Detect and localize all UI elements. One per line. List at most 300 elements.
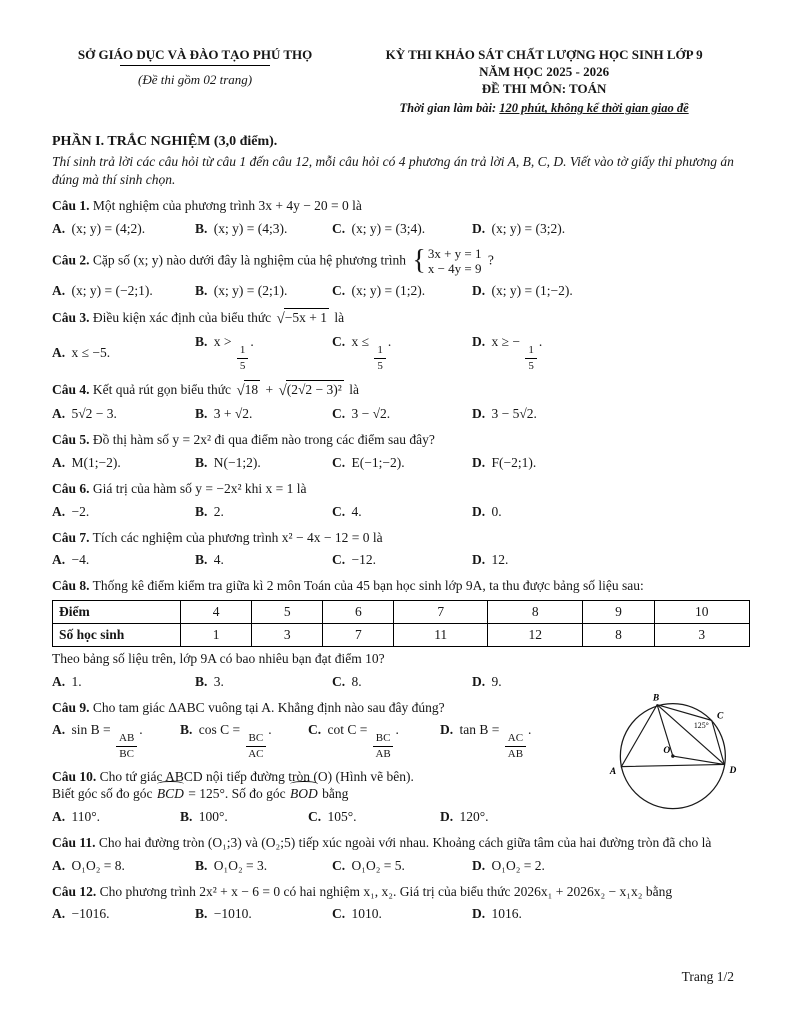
option-letter: D. bbox=[472, 857, 486, 873]
option-text: 1. bbox=[71, 673, 82, 689]
option-letter: D. bbox=[472, 220, 486, 236]
option-text: (x; y) = (−2;1). bbox=[71, 282, 153, 298]
question-10-line1 bbox=[52, 768, 590, 786]
option-text: . bbox=[387, 334, 392, 350]
question-5-text: Đồ thị hàm số y = 2x² đi qua điểm nào trong các điểm sau đây? bbox=[92, 432, 435, 448]
fraction-numerator: 1 bbox=[237, 344, 249, 358]
table-header-so-hoc-sinh: Số học sinh bbox=[53, 623, 181, 646]
answer-option bbox=[195, 333, 332, 371]
question-4-text: Kết quả rút gọn biểu thức bbox=[92, 381, 232, 397]
question-4-tail: là bbox=[349, 381, 359, 397]
option-letter: C. bbox=[308, 809, 322, 825]
question-6-options bbox=[52, 503, 750, 521]
table-cell: 10 bbox=[654, 600, 749, 623]
answer-option bbox=[332, 454, 472, 472]
fraction-numerator: 1 bbox=[525, 344, 537, 358]
option-text: 1016. bbox=[491, 906, 522, 922]
question-9-label: Câu 9. bbox=[52, 699, 90, 715]
option-text: 3 + √2. bbox=[213, 406, 253, 422]
table-cell: 4 bbox=[181, 600, 252, 623]
system-lines bbox=[428, 246, 482, 277]
option-letter: A. bbox=[52, 673, 66, 689]
radical-expression bbox=[277, 310, 329, 325]
fraction-denominator: AB bbox=[375, 747, 391, 760]
page-number: Trang 1/2 bbox=[681, 969, 734, 985]
fraction-numerator: 1 bbox=[374, 344, 386, 358]
option-text: x > bbox=[213, 334, 235, 350]
radical-expression bbox=[236, 382, 260, 397]
option-text: . bbox=[139, 722, 143, 738]
question-2-label: Câu 2. bbox=[52, 252, 90, 268]
figure-label-D: D bbox=[729, 765, 737, 776]
option-text: O₁O₂ = 8. bbox=[71, 857, 125, 873]
question-11-line bbox=[52, 834, 750, 852]
option-text: 12. bbox=[491, 552, 509, 568]
option-text: (x; y) = (1;2). bbox=[351, 282, 426, 298]
question-4-line bbox=[52, 380, 750, 401]
header-left bbox=[52, 46, 338, 117]
option-letter: B. bbox=[195, 334, 208, 350]
question-8-options bbox=[52, 673, 750, 691]
plus-sign: + bbox=[265, 381, 274, 397]
school-year: NĂM HỌC 2025 - 2026 bbox=[479, 64, 610, 80]
option-letter: D. bbox=[472, 503, 486, 519]
question-6-label: Câu 6. bbox=[52, 480, 90, 496]
question-2-line bbox=[52, 246, 750, 277]
option-text: E(−1;−2). bbox=[351, 455, 405, 471]
question-4-label: Câu 4. bbox=[52, 381, 90, 397]
question-3-text: Điều kiện xác định của biểu thức bbox=[92, 309, 272, 325]
option-letter: C. bbox=[332, 906, 346, 922]
header-underline bbox=[120, 65, 270, 66]
table-cell: 3 bbox=[654, 623, 749, 646]
system-line-1: 3x + y = 1 bbox=[427, 245, 482, 261]
option-letter: A. bbox=[52, 552, 66, 568]
fraction bbox=[525, 344, 537, 371]
fraction-denominator: AB bbox=[507, 747, 524, 760]
question-9-options bbox=[52, 721, 590, 759]
option-letter: B. bbox=[180, 809, 193, 825]
question-10 bbox=[52, 768, 590, 826]
option-letter: A. bbox=[52, 406, 66, 422]
answer-option bbox=[472, 503, 750, 521]
option-text: −1010. bbox=[213, 906, 252, 922]
option-letter: D. bbox=[472, 455, 486, 471]
table-cell: 8 bbox=[583, 623, 654, 646]
question-12-options bbox=[52, 905, 750, 923]
option-text: 4. bbox=[213, 552, 224, 568]
option-letter: B. bbox=[195, 406, 208, 422]
radical-expression bbox=[279, 382, 344, 397]
answer-option bbox=[332, 673, 472, 691]
option-text: . bbox=[528, 722, 532, 738]
header bbox=[52, 46, 750, 117]
question-8-followup: Theo bảng số liệu trên, lớp 9A có bao nhiêu bạn đạt điểm 10? bbox=[52, 650, 385, 666]
option-letter: B. bbox=[195, 673, 208, 689]
fraction bbox=[505, 732, 526, 759]
option-letter: B. bbox=[195, 503, 208, 519]
option-letter: C. bbox=[332, 334, 346, 350]
question-10-options bbox=[52, 808, 590, 826]
duration-prefix: Thời gian làm bài: bbox=[399, 101, 500, 116]
answer-option bbox=[52, 220, 195, 238]
inscribed-quadrilateral-figure bbox=[602, 691, 750, 817]
answer-option bbox=[195, 405, 332, 423]
question-3-tail: là bbox=[334, 309, 345, 325]
option-letter: D. bbox=[472, 906, 486, 922]
answer-option bbox=[52, 405, 195, 423]
angle-arc-BOD: BOD bbox=[290, 786, 318, 802]
table-cell: 11 bbox=[394, 623, 488, 646]
option-text: . bbox=[538, 334, 543, 350]
option-text: 120°. bbox=[459, 809, 489, 825]
option-letter: C. bbox=[332, 282, 346, 298]
fraction-denominator: 5 bbox=[377, 359, 383, 372]
option-text: −1016. bbox=[71, 906, 110, 922]
option-letter: D. bbox=[472, 334, 486, 350]
question-6 bbox=[52, 480, 750, 521]
answer-option bbox=[440, 721, 590, 759]
option-text: x ≥ − bbox=[491, 334, 524, 350]
header-right bbox=[338, 46, 750, 117]
question-1 bbox=[52, 197, 750, 238]
question-5-line bbox=[52, 431, 750, 449]
option-letter: B. bbox=[195, 220, 208, 236]
answer-option bbox=[195, 905, 332, 923]
question-1-line bbox=[52, 197, 750, 215]
fraction-numerator: AC bbox=[505, 732, 526, 746]
answer-option bbox=[332, 905, 472, 923]
option-text: x ≤ −5. bbox=[71, 344, 111, 360]
option-text: tan B = bbox=[459, 722, 503, 738]
question-10-text: Cho tứ giác ABCD nội tiếp đường tròn (O) (Hình vẽ bên). bbox=[99, 768, 414, 784]
system-line-2: x − 4y = 9 bbox=[427, 261, 482, 277]
radical-content: −5x + 1 bbox=[284, 309, 327, 325]
answer-option bbox=[52, 905, 195, 923]
option-letter: A. bbox=[52, 722, 66, 738]
option-letter: C. bbox=[332, 503, 346, 519]
question-4 bbox=[52, 380, 750, 424]
answer-option bbox=[195, 282, 332, 300]
answer-option bbox=[472, 454, 750, 472]
question-11-text: Cho hai đường tròn (O₁;3) và (O₂;5) tiếp xúc ngoài với nhau. Khoảng cách giữa tâm của hai đường tròn đã cho là bbox=[98, 835, 712, 851]
answer-option bbox=[332, 405, 472, 423]
fraction bbox=[374, 344, 386, 371]
option-text: . bbox=[250, 334, 254, 350]
option-letter: D. bbox=[440, 809, 454, 825]
option-text: (x; y) = (3;4). bbox=[351, 220, 426, 236]
question-6-text: Giá trị của hàm số y = −2x² khi x = 1 là bbox=[92, 480, 307, 496]
answer-option bbox=[472, 857, 750, 875]
fraction bbox=[373, 732, 394, 759]
option-text: x ≤ bbox=[351, 334, 373, 350]
section-instructions: Thí sinh trả lời các câu hỏi từ câu 1 đến câu 12, mỗi câu hỏi có 4 phương án trả lời A, B, C, D. Viết vào tờ giấy thi phương án đúng mà thí sinh chọn. bbox=[52, 154, 734, 188]
fraction-denominator: BC bbox=[119, 747, 134, 760]
option-text: 105°. bbox=[327, 809, 357, 825]
answer-option bbox=[440, 808, 590, 826]
question-12 bbox=[52, 883, 750, 924]
radical-content: 18 bbox=[244, 381, 259, 397]
question-11 bbox=[52, 834, 750, 875]
question-12-line bbox=[52, 883, 750, 901]
table-cell: 7 bbox=[323, 623, 394, 646]
question-1-text: Một nghiệm của phương trình 3x + 4y − 20 = 0 là bbox=[92, 198, 362, 214]
question-8-label: Câu 8. bbox=[52, 578, 90, 594]
option-text: . bbox=[268, 722, 272, 738]
option-text: 3. bbox=[213, 673, 224, 689]
option-letter: B. bbox=[195, 857, 208, 873]
question-11-label: Câu 11. bbox=[52, 835, 96, 851]
option-letter: B. bbox=[180, 722, 193, 738]
figure-label-O: O bbox=[663, 745, 671, 756]
score-table-row-points bbox=[53, 600, 750, 623]
table-cell: 9 bbox=[583, 600, 654, 623]
option-text: 5√2 − 3. bbox=[71, 406, 117, 422]
option-text: O₁O₂ = 5. bbox=[351, 857, 405, 873]
option-text: 2. bbox=[213, 503, 224, 519]
option-letter: D. bbox=[472, 552, 486, 568]
question-9-text: Cho tam giác ΔABC vuông tại A. Khẳng định nào sau đây đúng? bbox=[92, 699, 445, 715]
answer-option bbox=[195, 503, 332, 521]
option-text: sin B = bbox=[71, 722, 114, 738]
question-12-label: Câu 12. bbox=[52, 883, 97, 899]
answer-option bbox=[308, 808, 440, 826]
answer-option bbox=[472, 405, 750, 423]
option-text: −2. bbox=[71, 503, 90, 519]
answer-option bbox=[52, 282, 195, 300]
option-letter: D. bbox=[472, 406, 486, 422]
fraction-denominator: AC bbox=[248, 747, 264, 760]
fraction-numerator: BC bbox=[246, 732, 267, 746]
option-text: −4. bbox=[71, 552, 90, 568]
question-2-options bbox=[52, 282, 750, 300]
option-text: O₁O₂ = 2. bbox=[491, 857, 545, 873]
option-text: 3 − √2. bbox=[351, 406, 391, 422]
option-letter: A. bbox=[52, 809, 66, 825]
option-text: M(1;−2). bbox=[71, 455, 121, 471]
answer-option bbox=[332, 220, 472, 238]
option-text: cot C = bbox=[327, 722, 371, 738]
question-8-line bbox=[52, 577, 750, 595]
option-letter: C. bbox=[332, 673, 346, 689]
option-letter: B. bbox=[195, 455, 208, 471]
question-2-text: Cặp số (x; y) nào dưới đây là nghiệm của hệ phương trình bbox=[92, 252, 406, 268]
option-letter: C. bbox=[332, 455, 346, 471]
option-text: (x; y) = (4;3). bbox=[213, 220, 288, 236]
option-letter: C. bbox=[332, 857, 346, 873]
answer-option bbox=[195, 220, 332, 238]
question-8-text: Thống kê điểm kiểm tra giữa kì 2 môn Toán của 45 bạn học sinh lớp 9A, ta thu được bảng số liệu sau: bbox=[92, 578, 644, 594]
fraction bbox=[246, 732, 267, 759]
option-letter: C. bbox=[332, 406, 346, 422]
answer-option bbox=[180, 808, 308, 826]
table-header-diem: Điểm bbox=[53, 600, 181, 623]
fraction-numerator: AB bbox=[116, 732, 137, 746]
figure-label-C: C bbox=[716, 710, 724, 721]
option-letter: A. bbox=[52, 344, 66, 360]
answer-option bbox=[52, 551, 195, 569]
answer-option bbox=[472, 905, 750, 923]
question-6-line bbox=[52, 480, 750, 498]
circle-figure-container bbox=[602, 691, 750, 817]
table-cell: 3 bbox=[252, 623, 323, 646]
question-7-options bbox=[52, 551, 750, 569]
option-letter: A. bbox=[52, 455, 66, 471]
fraction-denominator: 5 bbox=[528, 359, 534, 372]
answer-option bbox=[180, 721, 308, 759]
option-letter: D. bbox=[440, 722, 454, 738]
option-text: (x; y) = (1;−2). bbox=[491, 282, 573, 298]
fraction-denominator: 5 bbox=[239, 359, 246, 372]
question-5-label: Câu 5. bbox=[52, 432, 90, 448]
exam-pages-note: (Đề thi gồm 02 trang) bbox=[138, 72, 253, 88]
option-letter: A. bbox=[52, 857, 66, 873]
fraction bbox=[237, 344, 249, 371]
answer-option bbox=[308, 721, 440, 759]
answer-option bbox=[52, 857, 195, 875]
question-10-label: Câu 10. bbox=[52, 768, 97, 784]
option-text: (x; y) = (4;2). bbox=[71, 220, 146, 236]
question-3-line bbox=[52, 308, 750, 329]
answer-option bbox=[332, 503, 472, 521]
question-5-options bbox=[52, 454, 750, 472]
option-text: 4. bbox=[351, 503, 362, 519]
exam-duration bbox=[338, 100, 750, 117]
fraction-numerator: BC bbox=[373, 732, 394, 746]
score-table-row-counts bbox=[53, 623, 750, 646]
answer-option bbox=[195, 454, 332, 472]
answer-option bbox=[195, 673, 332, 691]
question-9 bbox=[52, 699, 590, 760]
option-letter: C. bbox=[332, 220, 346, 236]
question-10-line2 bbox=[52, 785, 590, 803]
answer-option bbox=[472, 673, 750, 691]
question-11-options bbox=[52, 857, 750, 875]
table-cell: 8 bbox=[488, 600, 583, 623]
table-cell: 5 bbox=[252, 600, 323, 623]
answer-option bbox=[52, 344, 195, 362]
option-text: . bbox=[395, 722, 399, 738]
question-8 bbox=[52, 577, 750, 690]
answer-option bbox=[332, 551, 472, 569]
question-3-label: Câu 3. bbox=[52, 309, 90, 325]
brace-symbol: { bbox=[412, 245, 426, 277]
option-text: cos C = bbox=[198, 722, 244, 738]
option-text: −12. bbox=[351, 552, 376, 568]
angle-arc-BCD: BCD bbox=[156, 786, 184, 802]
question-2-qmark: ? bbox=[487, 252, 494, 268]
answer-option bbox=[52, 808, 180, 826]
option-text: 100°. bbox=[198, 809, 228, 825]
radical-sign: √ bbox=[276, 310, 285, 327]
question-7 bbox=[52, 529, 750, 570]
table-cell: 6 bbox=[323, 600, 394, 623]
answer-option bbox=[52, 454, 195, 472]
option-letter: D. bbox=[472, 282, 486, 298]
radical-sign: √ bbox=[278, 382, 287, 399]
question-2 bbox=[52, 246, 750, 300]
table-cell: 1 bbox=[181, 623, 252, 646]
question-7-text: Tích các nghiệm của phương trình x² − 4x − 12 = 0 là bbox=[92, 529, 383, 545]
answer-option bbox=[195, 857, 332, 875]
option-text: 0. bbox=[491, 503, 502, 519]
option-letter: A. bbox=[52, 282, 66, 298]
question-4-options bbox=[52, 405, 750, 423]
question-12-text: Cho phương trình 2x² + x − 6 = 0 có hai nghiệm x₁, x₂. Giá trị của biểu thức 2026x₁ + 2026x₂ − x₁x₂ bằng bbox=[99, 883, 673, 899]
option-text: F(−2;1). bbox=[491, 455, 537, 471]
option-letter: B. bbox=[195, 282, 208, 298]
option-text: 1010. bbox=[351, 906, 382, 922]
answer-option bbox=[472, 220, 750, 238]
figure-label-B: B bbox=[652, 693, 660, 704]
answer-option bbox=[332, 857, 472, 875]
questions-beside-figure bbox=[52, 691, 590, 826]
question-7-line bbox=[52, 529, 750, 547]
option-text: 9. bbox=[491, 673, 502, 689]
figure-label-A: A bbox=[609, 766, 617, 777]
exam-title: KỲ THI KHẢO SÁT CHẤT LƯỢNG HỌC SINH LỚP 9 bbox=[385, 47, 703, 62]
answer-option bbox=[52, 503, 195, 521]
option-letter: A. bbox=[52, 906, 66, 922]
option-letter: A. bbox=[52, 220, 66, 236]
question-10-line2-mid: = 125°. Số đo góc bbox=[184, 786, 290, 802]
option-text: 3 − 5√2. bbox=[491, 406, 537, 422]
answer-option bbox=[472, 551, 750, 569]
option-letter: C. bbox=[308, 722, 322, 738]
score-table bbox=[52, 600, 750, 647]
department-title: SỞ GIÁO DỤC VÀ ĐÀO TẠO PHÚ THỌ bbox=[77, 47, 313, 62]
option-text: (x; y) = (3;2). bbox=[491, 220, 566, 236]
figure-angle-label: 125° bbox=[693, 720, 709, 730]
question-1-options bbox=[52, 220, 750, 238]
exam-subject: ĐỀ THI MÔN: TOÁN bbox=[481, 81, 607, 97]
answer-option bbox=[195, 551, 332, 569]
answer-option bbox=[52, 673, 195, 691]
question-10-line2-post: bằng bbox=[318, 786, 349, 802]
answer-option bbox=[52, 721, 180, 759]
option-text: 8. bbox=[351, 673, 362, 689]
option-letter: C. bbox=[332, 552, 346, 568]
duration-underlined: 120 phút, không kể thời gian giao đề bbox=[499, 101, 689, 116]
option-letter: D. bbox=[472, 673, 486, 689]
fraction bbox=[116, 732, 137, 759]
answer-option bbox=[472, 282, 750, 300]
question-7-label: Câu 7. bbox=[52, 529, 90, 545]
question-3 bbox=[52, 308, 750, 372]
table-cell: 7 bbox=[394, 600, 488, 623]
question-3-options bbox=[52, 333, 750, 371]
option-letter: B. bbox=[195, 552, 208, 568]
option-text: 110°. bbox=[71, 809, 101, 825]
question-1-label: Câu 1. bbox=[52, 198, 90, 214]
answer-option bbox=[332, 333, 472, 371]
section-title: PHẦN I. TRẮC NGHIỆM (3,0 điểm). bbox=[52, 133, 278, 149]
radical-sign: √ bbox=[236, 382, 245, 399]
option-text: N(−1;2). bbox=[213, 455, 261, 471]
equation-system bbox=[412, 246, 481, 277]
table-cell: 12 bbox=[488, 623, 583, 646]
question-5 bbox=[52, 431, 750, 472]
option-text: O₁O₂ = 3. bbox=[213, 857, 268, 873]
option-letter: A. bbox=[52, 503, 66, 519]
option-letter: B. bbox=[195, 906, 208, 922]
question-10-line2-pre: Biết góc số đo góc bbox=[52, 786, 156, 802]
option-text: (x; y) = (2;1). bbox=[213, 282, 288, 298]
answer-option bbox=[332, 282, 472, 300]
radical-content: (2√2 − 3)² bbox=[286, 381, 342, 397]
answer-option bbox=[472, 333, 750, 371]
question-9-line bbox=[52, 699, 590, 717]
